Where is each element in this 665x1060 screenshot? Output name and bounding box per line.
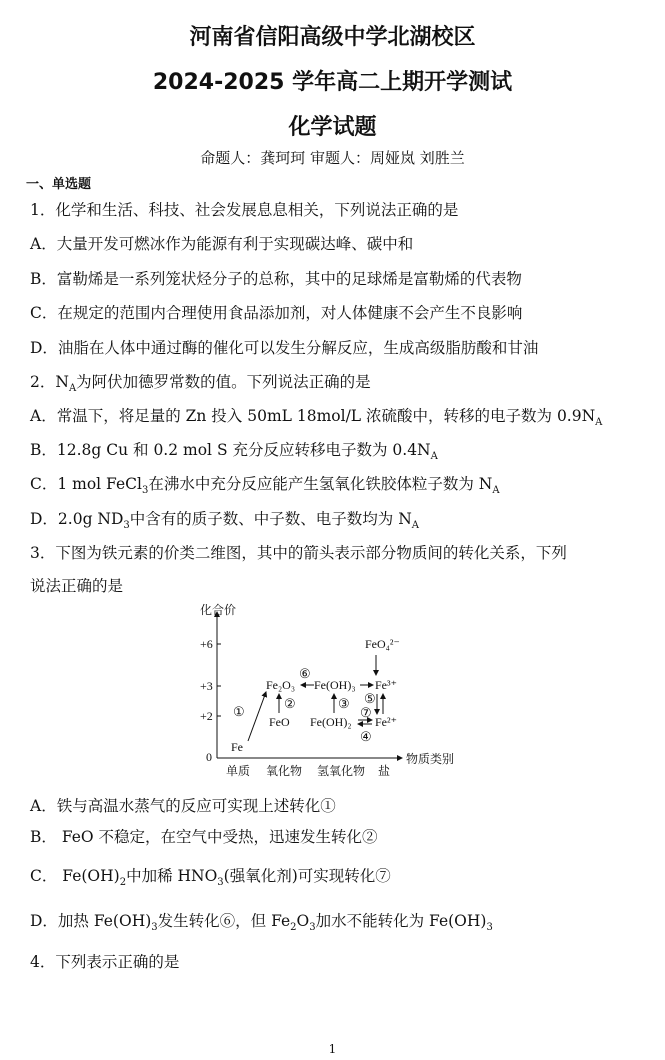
- iron-valence-class-diagram: [180, 598, 480, 783]
- arrow-label-1: ①: [233, 704, 245, 719]
- x-axis-label: 物质类别: [406, 752, 455, 766]
- q2-option-a: A．常温下，将足量的 Zn 投入 50mL 18mol/L 浓硫酸中，转移的电子数为 $0.9N_A$: [30, 407, 603, 429]
- y-tick-label: 0: [206, 750, 212, 764]
- species-fe: Fe: [231, 740, 243, 754]
- q1-option-d: D．油脂在人体中通过酶的催化可以发生分解反应，生成高级脂肪酸和甘油: [30, 339, 539, 357]
- q3-stem-line2: 说法正确的是: [30, 577, 124, 595]
- q1-option-b: B．富勒烯是一系列笼状烃分子的总称，其中的足球烯是富勒烯的代表物: [30, 270, 522, 288]
- q1-option-a: A．大量开发可燃冰作为能源有利于实现碳达峰、碳中和: [30, 235, 414, 253]
- q3-option-d: D．加热 $Fe(OH)_3$发生转化⑥，但 $Fe_2O_3$加水不能转化为 $Fe(OH)_3$: [30, 912, 493, 934]
- q3-option-b: B． FeO 不稳定，在空气中受热，迅速发生转化②: [30, 828, 378, 846]
- species-feo4: FeO₄²⁻: [365, 637, 400, 651]
- arrow-label-2: ②: [284, 696, 296, 711]
- q4-stem: 4．下列表示正确的是: [30, 953, 180, 971]
- species-fe2o3: Fe₂O₃: [266, 678, 296, 692]
- species-feo: FeO: [269, 715, 290, 729]
- species-fe3plus: Fe³⁺: [375, 678, 397, 692]
- species-fe2plus: Fe²⁺: [375, 715, 397, 729]
- q3-option-c: C． $Fe(OH)_2$中加稀 $HNO_3$(强氧化剂)可实现转化⑦: [30, 867, 391, 889]
- x-category-label: 盐: [378, 764, 391, 778]
- arrow-label-4: ④: [360, 729, 372, 744]
- y-tick-label: +6: [200, 637, 213, 651]
- y-axis-label: 化合价: [200, 603, 237, 617]
- authors-line: 命题人：龚珂珂 审题人：周娅岚 刘胜兰: [200, 149, 465, 167]
- arrow-label-5: ⑤: [364, 691, 376, 706]
- subject-title: 化学试题: [288, 115, 377, 140]
- q2-option-d: D．2.0g $ND_3$中含有的质子数、中子数、电子数均为 $N_A$: [30, 510, 420, 532]
- q1-stem: 1．化学和生活、科技、社会发展息息相关，下列说法正确的是: [30, 201, 459, 219]
- page-number: 1: [328, 1042, 337, 1056]
- exam-title: 2024-2025 学年高二上期开学测试: [152, 70, 513, 95]
- species-feoh2: Fe(OH)₂: [310, 715, 352, 729]
- species-feoh3: Fe(OH)₃: [314, 678, 356, 692]
- q1-option-c: C．在规定的范围内合理使用食品添加剂，对人体健康不会产生不良影响: [30, 304, 523, 322]
- q2-option-b: B．12.8g Cu 和 0.2 mol S 充分反应转移电子数为 $0.4N_A$: [30, 441, 438, 463]
- arrow-label-3: ③: [338, 696, 350, 711]
- arrow-label-7: ⑦: [360, 705, 372, 720]
- q3-option-a: A．铁与高温水蒸气的反应可实现上述转化①: [30, 797, 336, 815]
- x-category-label: 氧化物: [266, 764, 303, 778]
- arrow-label-6: ⑥: [299, 666, 311, 681]
- q3-stem-line1: 3．下图为铁元素的价类二维图，其中的箭头表示部分物质间的转化关系，下列: [30, 544, 567, 562]
- x-category-label: 氢氧化物: [317, 764, 366, 778]
- y-tick-label: +3: [200, 679, 213, 693]
- q2-stem: 2．$N_A$为阿伏加德罗常数的值。下列说法正确的是: [30, 373, 371, 395]
- y-tick-label: +2: [200, 709, 213, 723]
- section-heading: 一、单选题: [26, 177, 92, 192]
- q2-option-c: C．1 mol FeCl$_3$在沸水中充分反应能产生氢氧化铁胶体粒子数为 $N_A$: [30, 475, 500, 497]
- school-title: 河南省信阳高级中学北湖校区: [189, 25, 476, 50]
- x-category-label: 单质: [226, 764, 251, 778]
